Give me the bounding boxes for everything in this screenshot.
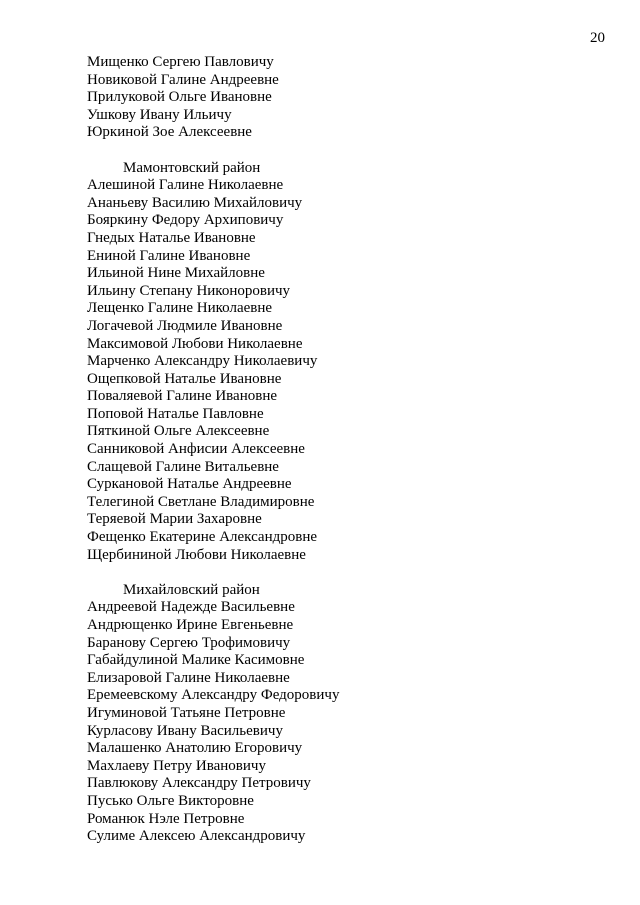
list-item: Гнедых Наталье Ивановне	[87, 229, 256, 246]
list-item: Бояркину Федору Архиповичу	[87, 212, 284, 229]
list-item: Сулиме Алексею Александровичу	[87, 828, 306, 845]
list-item: Игуминовой Татьяне Петровне	[87, 704, 286, 721]
list-item: Логачевой Людмиле Ивановне	[87, 317, 283, 334]
list-item: Поваляевой Галине Ивановне	[87, 388, 278, 405]
list-item: Ениной Галине Ивановне	[87, 247, 251, 264]
list-item: Ильину Степану Никоноровичу	[87, 282, 291, 299]
section-gap	[87, 564, 607, 582]
list-item: Ушкову Ивану Ильичу	[87, 106, 232, 123]
list-item: Павлюкову Александру Петровичу	[87, 775, 311, 792]
list-item: Пяткиной Ольге Алексеевне	[87, 423, 270, 440]
list-item: Слащевой Галине Витальевне	[87, 458, 279, 475]
list-item: Щербининой Любови Николаевне	[87, 546, 306, 563]
list-item: Теряевой Марии Захаровне	[87, 511, 262, 528]
list-item: Санниковой Анфисии Алексеевне	[87, 441, 305, 458]
district-heading: Мамонтовский район	[123, 159, 261, 176]
list-item: Елизаровой Галине Николаевне	[87, 669, 290, 686]
document-body	[87, 54, 607, 846]
district-section-mikhailovsky	[87, 582, 607, 846]
list-item: Мищенко Сергею Павловичу	[87, 54, 274, 70]
list-item: Юркиной Зое Алексеевне	[87, 124, 252, 141]
list-item: Лещенко Галине Николаевне	[87, 300, 273, 317]
list-item: Габайдулиной Малике Касимовне	[87, 652, 305, 669]
list-item: Поповой Наталье Павловне	[87, 405, 264, 422]
list-item: Еремеевскому Александру Федоровичу	[87, 687, 340, 704]
list-item: Романюк Нэле Петровне	[87, 810, 245, 827]
list-item: Ильиной Нине Михайловне	[87, 265, 265, 282]
list-item: Пусько Ольге Викторовне	[87, 792, 254, 809]
list-item: Курласову Ивану Васильевичу	[87, 722, 283, 739]
list-item: Ощепковой Наталье Ивановне	[87, 370, 282, 387]
list-item: Баранову Сергею Трофимовичу	[87, 634, 291, 651]
list-item: Максимовой Любови Николаевне	[87, 335, 303, 352]
list-item: Андрющенко Ирине Евгеньевне	[87, 617, 294, 633]
list-item: Марченко Александру Николаевичу	[87, 353, 318, 370]
list-item: Новиковой Галине Андреевне	[87, 71, 279, 88]
intro-name-list	[87, 54, 607, 142]
list-item: Махлаеву Петру Ивановичу	[87, 757, 266, 774]
section-gap	[87, 142, 607, 160]
list-item: Фещенко Екатерине Александровне	[87, 529, 318, 546]
list-item: Малашенко Анатолию Егоровичу	[87, 740, 303, 757]
page-number: 20	[590, 30, 605, 46]
district-section-mamontovsky	[87, 160, 607, 565]
district-heading: Михайловский район	[123, 581, 260, 598]
list-item: Ананьеву Василию Михайловичу	[87, 194, 303, 211]
list-item: Андреевой Надежде Васильевне	[87, 599, 295, 616]
list-item: Суркановой Наталье Андреевне	[87, 476, 292, 493]
list-item: Алешиной Галине Николаевне	[87, 177, 284, 194]
list-item: Прилуковой Ольге Ивановне	[87, 89, 272, 106]
list-item: Телегиной Светлане Владимировне	[87, 493, 315, 510]
